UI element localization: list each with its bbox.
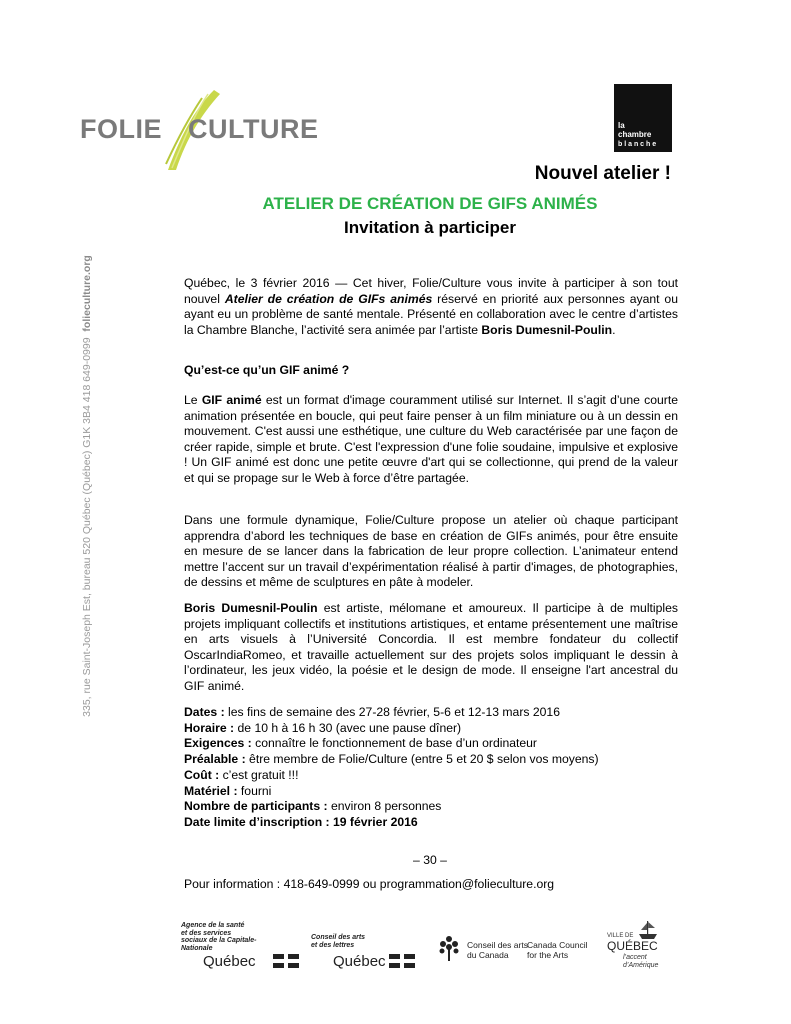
gif-term: GIF animé xyxy=(201,393,262,407)
bio-paragraph xyxy=(184,601,678,694)
detail-requirements xyxy=(184,736,678,752)
detail-label: Préalable : xyxy=(184,752,246,767)
calq-quebec-wordmark: Québec xyxy=(333,953,386,970)
bio-text: est artiste, mélomane et amoureux. Il participe à de multiples projets impliquant collectifs et institutions artistiques, et entame présentement une maîtrise en arts visuels à l’Université Concordia. Il est membre fondateur du collectif OscarIndiaRomeo, et travaille actuellement sur des projets solos impliquant le dessin à l’ordinateur, les jeux vidéo, la poésie et le design de mode. Il enseigne l'art ancestral du GIF animé. xyxy=(184,601,678,693)
gif-paragraph xyxy=(184,393,678,486)
sponsor-ville-de-quebec xyxy=(607,920,667,972)
cac-fr-line-2: du Canada xyxy=(467,950,509,960)
detail-label: Exigences : xyxy=(184,736,252,751)
tagline-line-1: l’accent xyxy=(623,954,647,961)
canada-council-tree-icon xyxy=(437,935,461,963)
logo-text-blanche: b l a n c h e xyxy=(618,141,657,148)
detail-label: Horaire : xyxy=(184,720,235,735)
logo-text-chambre: chambre xyxy=(618,130,652,139)
detail-material xyxy=(184,784,678,800)
logo-word-folie: FOLIE xyxy=(80,114,162,144)
detail-value: de 10 h à 16 h 30 (avec une pause dîner) xyxy=(234,720,462,735)
sponsor-agence-sante xyxy=(181,922,299,970)
address-text: 335, rue Saint-Joseph Est, bureau 520 Québec (Québec) G1K 3B4 418 649-0999 xyxy=(81,337,93,717)
ville-de-label: VILLE DE xyxy=(607,933,634,939)
detail-value: être membre de Folie/Culture (entre 5 et 20 $ selon vos moyens) xyxy=(245,752,599,767)
intro-text-2: réservé en priorité aux personnes ayant ou ayant eu un problème de santé mentale. Présenté en collaboration avec le centre d’artistes la Chambre Blanche, l’activité sera animée par l’artiste xyxy=(184,291,678,337)
detail-label: Date limite d’inscription : 19 février 2016 xyxy=(184,814,418,829)
detail-label: Coût : xyxy=(184,767,220,782)
detail-prerequisite xyxy=(184,752,678,768)
intro-text-3: . xyxy=(612,322,616,337)
canada-council-fr xyxy=(467,940,528,960)
bio-name: Boris Dumesnil-Poulin xyxy=(184,601,318,615)
artist-name: Boris Dumesnil-Poulin xyxy=(481,322,613,337)
detail-deadline xyxy=(184,815,678,831)
tagline-line-2: d’Amérique xyxy=(623,962,659,969)
detail-value: fourni xyxy=(237,783,272,798)
accent-tagline xyxy=(623,954,658,970)
end-marker: – 30 – xyxy=(413,853,447,867)
workshop-name: Atelier de création de GIFs animés xyxy=(224,291,433,306)
detail-value: environ 8 personnes xyxy=(327,799,442,814)
details-list xyxy=(184,705,678,831)
calq-line-1: Conseil des arts xyxy=(311,934,366,941)
detail-label: Dates : xyxy=(184,705,225,719)
agence-line-2: et des services xyxy=(181,929,232,937)
cac-en-line-2: for the Arts xyxy=(527,950,569,960)
workshop-paragraph: Dans une formule dynamique, Folie/Culture propose un atelier où chaque participant apprendra d’abord les techniques de base en création de GIFs animés, pour être ensuite en mesure de se lancer dans la fabrication de leur propre collection. L’animateur entend mettre l’accent sur un travail d’expérimentation réalisé à partir d'images, de photographies, de dessins et même de sculptures en pâte à modeler. xyxy=(184,513,678,589)
new-workshop-tag: Nouvel atelier ! xyxy=(534,163,671,184)
agence-line-1: Agence de la santé xyxy=(181,922,245,929)
folie-culture-logo xyxy=(80,88,319,172)
agence-quebec-wordmark: Québec xyxy=(203,953,256,970)
cac-fr-line-1: Conseil des arts xyxy=(467,940,528,950)
detail-cost xyxy=(184,768,678,784)
detail-value: les fins de semaine des 27-28 février, 5-6 et 12-13 mars 2016 xyxy=(224,705,560,719)
agence-line-3: sociaux de la Capitale- xyxy=(181,937,257,944)
sidebar-address xyxy=(81,255,93,717)
document-subtitle: Invitation à participer xyxy=(344,218,516,237)
gif-text-1: Le xyxy=(184,393,202,407)
sponsor-canada-council xyxy=(437,935,597,965)
sponsor-calq xyxy=(311,934,415,970)
logo-text-la: la xyxy=(618,121,625,130)
detail-label: Matériel : xyxy=(184,783,238,798)
logo-word-culture: CULTURE xyxy=(188,114,319,144)
website-text: folieculture.org xyxy=(81,255,93,332)
detail-value: connaître le fonctionnement de base d’un ordinateur xyxy=(251,736,537,751)
quebec-city-wordmark: QUÉBEC xyxy=(607,939,658,953)
fleur-de-lis-flag-icon xyxy=(389,954,415,968)
calq-line-2: et des lettres xyxy=(311,941,355,949)
detail-value: c’est gratuit !!! xyxy=(219,767,299,782)
contact-info: Pour information : 418-649-0999 ou programmation@folieculture.org xyxy=(184,877,555,891)
gif-text-2: est un format d'image couramment utilisé sur Internet. Il s’agit d’une courte animation présentée en boucle, qui peut faire penser à un film miniature ou à un dessin en mouvement. C'est aussi une esthétique, une culture du Web caractérisée par une façon de créer rapide, simple et brute. C'est l'expression d'une folie soudaine, impulsive et explosive ! Un GIF animé est donc une petite œuvre d'art qui se collectionne, qui prend de la valeur et qui se propage sur le Web à force d’être partagée. xyxy=(184,393,679,485)
detail-participants xyxy=(184,799,678,815)
detail-schedule xyxy=(184,721,678,737)
fleur-de-lis-flag-icon xyxy=(273,954,299,968)
intro-text-1: Québec, le 3 février 2016 — Cet hiver, Folie/Culture vous invite à participer à son tout nouvel xyxy=(184,276,678,306)
cac-en-line-1: Canada Council xyxy=(527,940,588,950)
canada-council-en xyxy=(527,940,587,960)
intro-paragraph xyxy=(184,276,678,338)
detail-dates xyxy=(184,705,678,721)
detail-label: Nombre de participants : xyxy=(184,799,328,814)
question-heading: Qu’est-ce qu’un GIF animé ? xyxy=(184,363,350,377)
ship-icon xyxy=(637,920,659,940)
chambre-blanche-logo xyxy=(614,84,672,152)
document-title: ATELIER DE CRÉATION DE GIFS ANIMÉS xyxy=(262,194,598,213)
agence-line-4: Nationale xyxy=(181,944,213,952)
